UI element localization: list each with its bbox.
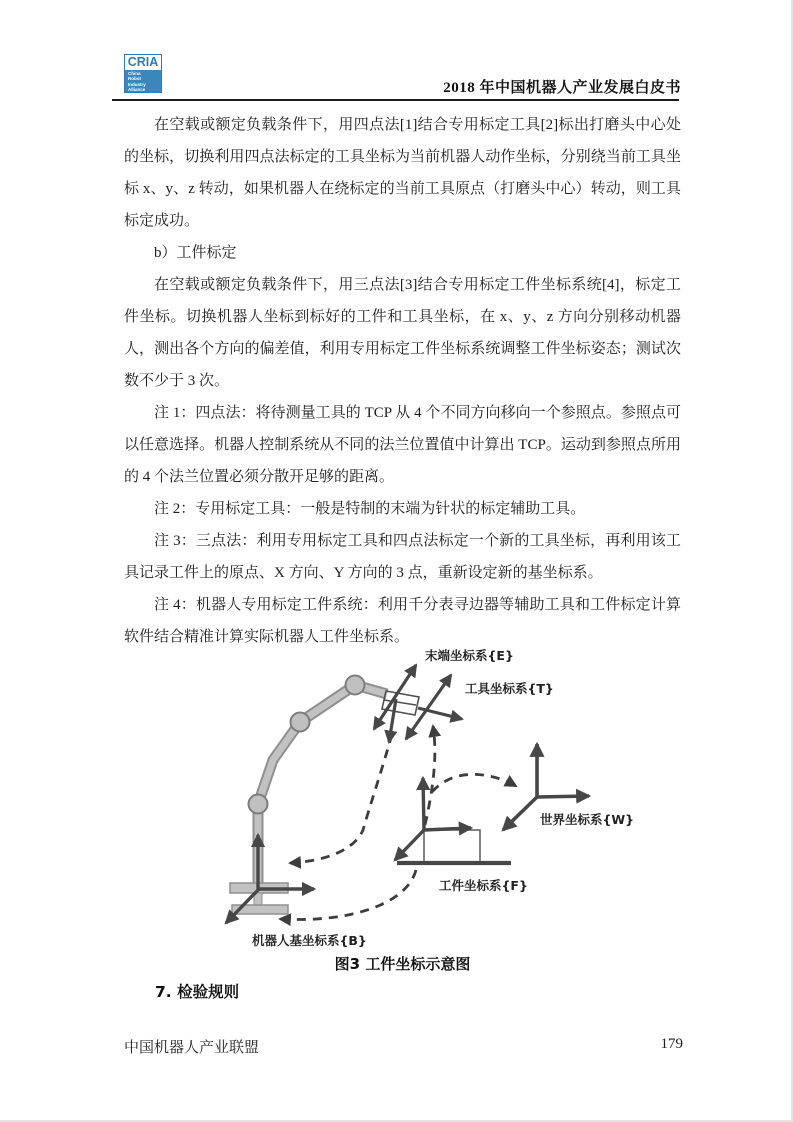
- workpiece-box: [424, 830, 480, 863]
- document-title: 2018 年中国机器人产业发展白皮书: [443, 80, 681, 96]
- workpiece-frame: [395, 778, 511, 863]
- section-heading-7: 7. 检验规则: [155, 983, 240, 1001]
- logo-org-line: China: [128, 71, 141, 76]
- body-text: [124, 109, 681, 653]
- workpiece-coordinate-diagram: [185, 642, 665, 954]
- dashed-arrow-workpiece-to-world: [432, 774, 516, 792]
- tool-frame-label: 工具坐标系{T}: [465, 681, 554, 696]
- paragraph-note-4: 注 4：机器人专用标定工件系统：利用千分表寻边器等辅助工具和工件标定计算软件结合精准计算实际机器人工件坐标系。: [124, 597, 681, 645]
- paragraph-note-2: 注 2：专用标定工具：一般是特制的末端为针状的标定辅助工具。: [154, 501, 586, 517]
- footer-page-number: 179: [660, 1036, 683, 1052]
- cria-logo: [124, 54, 162, 93]
- paragraph-workpiece-calibration: 在空载或额定负载条件下，用三点法[3]结合专用标定工件坐标系统[4]，标定工件坐标。切换机器人坐标到标好的工件和工具坐标，在 x、y、z 方向分别移动机器人，测出各个方向的偏差值，利用专用标定工件坐标系统调整工件坐标姿态；测试次数不少于 3 次。: [124, 277, 681, 389]
- logo-org-line: Industry: [128, 81, 146, 87]
- dashed-arrow-end-to-base: [290, 734, 392, 863]
- figure-caption: 图3 工件坐标示意图: [334, 955, 471, 973]
- footer-organization: 中国机器人产业联盟: [124, 1040, 260, 1056]
- world-frame-label: 世界坐标系{W}: [540, 812, 635, 827]
- arm-joint: [346, 676, 365, 695]
- paragraph-note-3: 注 3：三点法：利用专用标定工具和四点法标定一个新的工具坐标，再利用该工具记录工件上的原点、X 方向、Y 方向的 3 点，重新设定新的基坐标系。: [124, 533, 681, 581]
- logo-org-line: Robot: [128, 76, 141, 82]
- arm-joint: [291, 713, 310, 732]
- cria-logo-org-name: [125, 70, 161, 92]
- arm-joint: [249, 795, 268, 814]
- end-frame-label: 末端坐标系{E}: [425, 648, 514, 663]
- workpiece-frame-label: 工件坐标系{F}: [439, 878, 528, 893]
- paragraph-note-1: 注 1：四点法：将待测量工具的 TCP 从 4 个不同方向移向一个参照点。参照点可以任意选择。机器人控制系统从不同的法兰位置值中计算出 TCP。运动到参照点所用的 4 个法兰位置必须分散开足够的距离。: [124, 405, 681, 485]
- dashed-arrow-workpiece-to-tool: [425, 726, 435, 825]
- cria-logo-acronym: CRIA: [125, 55, 161, 70]
- dashed-arrow-workpiece-to-base-bottom: [280, 870, 416, 920]
- logo-org-line: Alliance: [128, 87, 146, 93]
- base-frame-label: 机器人基坐标系{B}: [252, 933, 367, 948]
- header-rule: [112, 99, 679, 101]
- paragraph-subitem-b: b）工件标定: [154, 245, 237, 261]
- paragraph-tool-calibration: 在空载或额定负载条件下，用四点法[1]结合专用标定工具[2]标出打磨头中心处的坐标，切换利用四点法标定的工具坐标为当前机器人动作坐标，分别绕当前工具坐标 x、y、z 转动，如果机器人在绕标定的当前工具原点（打磨头中心）转动，则工具标定成功。: [124, 117, 681, 229]
